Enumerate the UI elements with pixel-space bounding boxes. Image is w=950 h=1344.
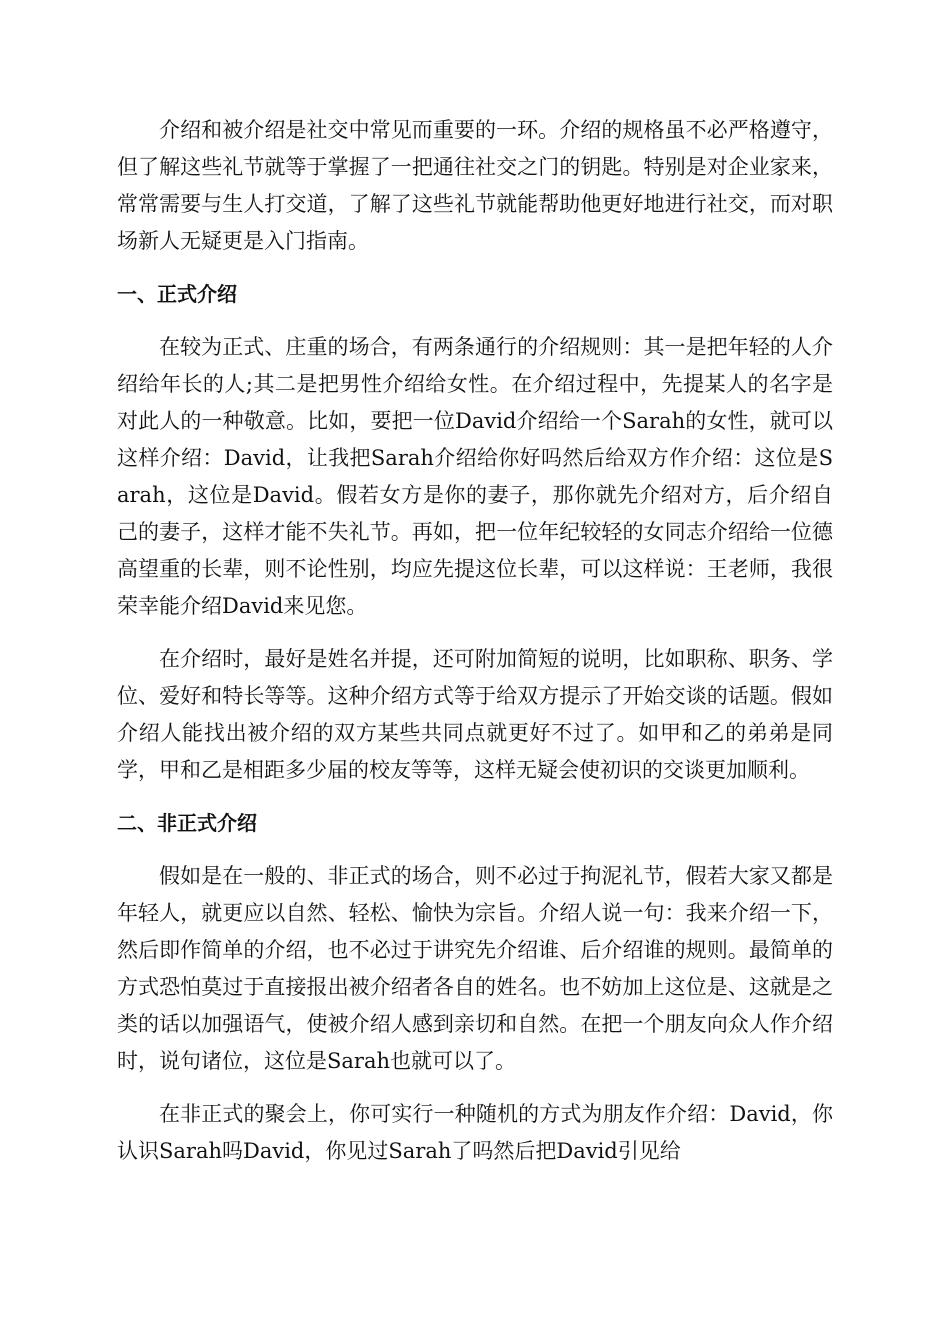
document-page	[117, 112, 833, 1186]
section-heading-formal: 一、正式介绍	[117, 282, 237, 306]
intro-paragraph: 介绍和被介绍是社交中常见而重要的一环。介绍的规格虽不必严格遵守，但了解这些礼节就等于掌握了一把通往社交之门的钥匙。特别是对企业家来，常常需要与生人打交道，了解了这些礼节就能帮助他更好地进行社交，而对职场新人无疑更是入门指南。	[117, 118, 833, 253]
section-heading-informal: 二、非正式介绍	[117, 811, 257, 835]
informal-paragraph-1: 假如是在一般的、非正式的场合，则不必过于拘泥礼节，假若大家又都是年轻人，就更应以自然、轻松、愉快为宗旨。介绍人说一句：我来介绍一下，然后即作简单的介绍，也不必过于讲究先介绍谁、后介绍谁的规则。最简单的方式恐怕莫过于直接报出被介绍者各自的姓名。也不妨加上这位是、这就是之类的话以加强语气，使被介绍人感到亲切和自然。在把一个朋友向众人作介绍时，说句诸位，这位是Sarah也就可以了。	[117, 864, 833, 1073]
formal-paragraph-1: 在较为正式、庄重的场合，有两条通行的介绍规则：其一是把年轻的人介绍给年长的人;其二是把男性介绍给女性。在介绍过程中，先提某人的名字是对此人的一种敬意。比如，要把一位David介绍给一个Sarah的女性，就可以这样介绍：David，让我把Sarah介绍给你好吗然后给双方作介绍：这位是Sarah，这位是David。假若女方是你的妻子，那你就先介绍对方，后介绍自己的妻子，这样才能不失礼节。再如，把一位年纪较轻的女同志介绍给一位德高望重的长辈，则不论性别，均应先提这位长辈，可以这样说：王老师，我很荣幸能介绍David来见您。	[117, 335, 833, 618]
formal-paragraph-2: 在介绍时，最好是姓名并提，还可附加简短的说明，比如职称、职务、学位、爱好和特长等等。这种介绍方式等于给双方提示了开始交谈的话题。假如介绍人能找出被介绍的双方某些共同点就更好不过了。如甲和乙的弟弟是同学，甲和乙是相距多少届的校友等等，这样无疑会使初识的交谈更加顺利。	[117, 647, 833, 782]
informal-paragraph-2: 在非正式的聚会上，你可实行一种随机的方式为朋友作介绍：David，你认识Sarah吗David，你见过Sarah了吗然后把David引见给	[117, 1102, 833, 1163]
